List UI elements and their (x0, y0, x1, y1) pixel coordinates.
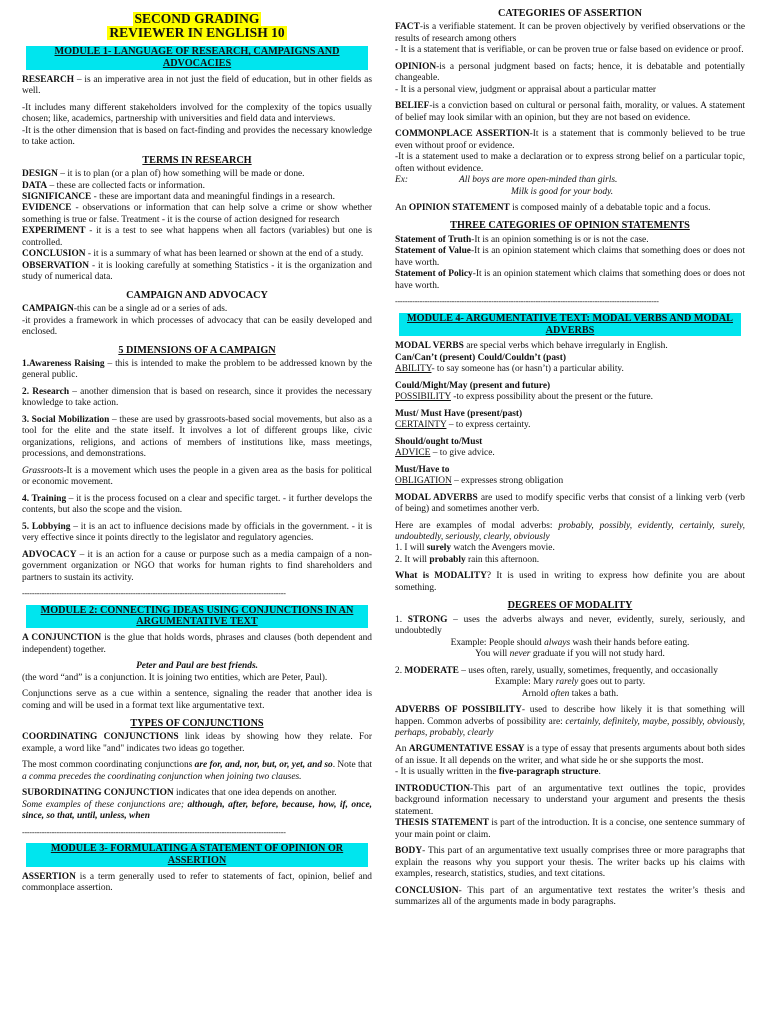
module2-heading: MODULE 2: CONNECTING IDEAS USING CONJUNCTIONS IN AN ARGUMENTATIVE TEXT (26, 605, 368, 628)
page-title: SECOND GRADING (134, 11, 260, 26)
opinion-detail: - It is a personal view, judgment or appraisal about a particular matter (395, 84, 657, 95)
must-heading: Must/ Must Have (present/past) (395, 408, 523, 419)
left-column (22, 8, 372, 900)
divider: ----------------------------------------------------------------------------------------------------------- (22, 827, 286, 837)
commonplace-def: COMMONPLACE ASSERTION-It is a statement that is commonly believed to be true even without proof or evidence. (395, 129, 746, 151)
campaign-def: CAMPAIGN-this can be a single ad or a series of ads. (22, 304, 228, 315)
page-subtitle: REVIEWER IN ENGLISH 10 (109, 25, 285, 41)
module4-heading: MODULE 4- ARGUMENTATIVE TEXT: MODAL VERBS AND MODAL ADVERBS (399, 313, 741, 336)
modal-adverbs-examples: Here are examples of modal adverbs: probably, possibly, evidently, certainly, surely, undoubtedly, seriously, clearly, obviously (395, 520, 745, 542)
degrees-heading: DEGREES OF MODALITY (507, 600, 633, 612)
term-significance: SIGNIFICANCE - these are important data and meaningful findings in a research. (22, 191, 335, 202)
subordinating-def: SUBORDINATING CONJUNCTION indicates that one idea depends on another. (22, 788, 337, 799)
argumentative-essay-structure: - It is usually written in the five-paragraph structure. (395, 767, 601, 778)
campaign-heading: CAMPAIGN AND ADVOCACY (126, 289, 268, 301)
grassroots-def: Grassroots-It is a movement which uses the people in a given area as the basis for political or economic movement. (22, 465, 372, 488)
conjunction-def: A CONJUNCTION is the glue that holds words, phrases and clauses (both dependent and independent) together. (22, 633, 372, 655)
dimension-training: 4. Training – it is the process focused on a clear and specific target. - it further develops the contents, but also the scope and the vision. (22, 493, 372, 516)
modality-question: What is MODALITY? It is used in writing to express how definite you are about something. (395, 571, 745, 593)
module3-heading: MODULE 3- FORMULATING A STATEMENT OF OPINION OR ASSERTION (26, 843, 368, 866)
types-heading: TYPES OF CONJUNCTIONS (130, 717, 264, 729)
term-conclusion: CONCLUSION - it is a summary of what has been learned or shown at the end of a study. (22, 249, 364, 260)
dimension-awareness: 1.Awareness Raising – this is intended to make the problem to be addressed known by the general public. (22, 359, 372, 381)
musthave-heading: Must/Have to (395, 464, 450, 475)
belief-def: BELIEF-is a conviction based on cultural or personal faith, morality, or values. A statement of belief may look similar with an opinion, but they are not based on evidence. (395, 101, 745, 123)
strong-example-2: You will never graduate if you will not study hard. (475, 649, 665, 660)
statement-policy: Statement of Policy-It is an opinion statement which claims that something does or does not have worth. (395, 269, 745, 291)
divider: ----------------------------------------------------------------------------------------------------------- (22, 588, 286, 598)
modal-example-1: 1. I will surely watch the Avengers movie. (395, 543, 555, 554)
coordinating-def: COORDINATING CONJUNCTIONS link ideas by showing how they relate. For example, a word like "and" indicates two ideas go together. (22, 732, 372, 754)
divider: ----------------------------------------------------------------------------------------------------------- (395, 297, 659, 307)
should-heading: Should/ought to/Must (395, 436, 483, 447)
commonplace-example: Ex: All boys are more open-minded than girls. (395, 175, 618, 186)
can-heading: Can/Can’t (present) Could/Couldn’t (past) (395, 352, 566, 363)
degree-strong: 1. STRONG – uses the adverbs always and never, evidently, surely, seriously, and undoubtedly (395, 614, 745, 637)
strong-example-1: Example: People should always wash their hands before eating. (450, 637, 690, 648)
research-detail: -It includes many different stakeholders involved for the complexity of the topics usually chosen; like, academics, partnership with universities and field data and interviews. (22, 102, 372, 125)
obligation-def: OBLIGATION – expresses strong obligation (395, 476, 564, 487)
adverbs-possibility-def: ADVERBS OF POSSIBILITY- used to describe how likely it is that something will happen. Common adverbs of possibility are: certainly, definitely, maybe, possibly, obviously, perhaps, probably, clearly (395, 705, 745, 738)
research-paragraph: RESEARCH – is an imperative area in not just the field of education, but in other fields as well. (22, 74, 372, 97)
opinion-def: OPINION-is a personal judgment based on facts; hence, it is debatable and potentially changeable. (395, 61, 745, 84)
term-design: DESIGN – it is to plan (or a plan of) how something will be made or done. (22, 169, 305, 180)
modal-adverbs-def: MODAL ADVERBS are used to modify specific verbs that consist of a linking verb (verb of being) and sometimes another verb. (395, 492, 745, 515)
dimension-lobbying: 5. Lobbying – it is an act to influence decisions made by officials in the government. - it is very effective since it points directly to the legislator and regulatory agencies. (22, 521, 372, 544)
certainty-def: CERTAINTY – to express certainty. (395, 420, 531, 431)
advice-def: ADVICE – to give advice. (395, 448, 495, 459)
subordinating-examples: Some examples of these conjunctions are; although, after, before, because, how, if, once, since, so that, until, unless, when (22, 799, 372, 822)
three-categories-heading: THREE CATEGORIES OF OPINION STATEMENTS (450, 220, 690, 232)
introduction-def: INTRODUCTION-This part of an argumentative text outlines the topic, provides background information necessary to understand your argument and presents the thesis statement. (395, 783, 745, 817)
could-heading: Could/Might/May (present and future) (395, 380, 551, 391)
term-data: DATA – these are collected facts or information. (22, 180, 205, 191)
module1-heading: MODULE 1- LANGUAGE OF RESEARCH, CAMPAIGNS AND ADVOCACIES (26, 46, 368, 69)
coordinating-common: The most common coordinating conjunctions are for, and, nor, but, or, yet, and so. Note that a comma precedes the coordinating conjunction when joining two clauses. (22, 760, 373, 782)
ability-def: ABILITY- to say someone has (or hasn’t) a particular ability. (395, 364, 624, 375)
assertion-def: ASSERTION is a term generally used to refer to statements of fact, opinion, belief and commonplace assertion. (22, 871, 372, 894)
conjunction-cue: Conjunctions serve as a cue within a sentence, signaling the reader that another idea is coming and will be used in a format text like argumentative text. (22, 689, 372, 711)
advocacy-def: ADVOCACY – it is an action for a cause or purpose such as a media campaign of a non-government organization or NGO that works for human rights to find shareholders and partners to sustain its activity. (22, 549, 372, 583)
degree-moderate: 2. MODERATE – uses often, rarely, usually, sometimes, frequently, and occasionally (395, 665, 718, 676)
term-experiment: EXPERIMENT - it is a test to see what happens when all factors (variables) but one is controlled. (22, 226, 372, 248)
fact-detail: - It is a statement that is verifiable, or can be proven true or false based on evidence or proof. (395, 45, 744, 56)
possibility-def: POSSIBILITY -to express possibility about the present or the future. (395, 392, 653, 403)
dimension-mobilization: 3. Social Mobilization – these are used by grassroots-based social movements, but also as a tool for the elite and the state itself. It involves a lot of different groups like, civic organizations, religions, and actions of members of institutions like, mass meetings, processions, and demonstrations. (22, 414, 372, 460)
dimension-research: 2. Research – another dimension that is based on research, since it provides the necessary knowledge to take action. (22, 386, 372, 409)
opinion-statement-def: An OPINION STATEMENT is composed mainly of a debatable topic and a focus. (395, 203, 711, 213)
terms-heading: TERMS IN RESEARCH (142, 154, 252, 166)
moderate-example-2: Arnold often takes a bath. (521, 688, 619, 699)
term-observation: OBSERVATION - it is looking carefully at something Statistics - it is the organization and study of numerical data. (22, 260, 372, 283)
thesis-def: THESIS STATEMENT is part of the introduction. It is a concise, one sentence summary of your main point or claim. (395, 818, 745, 840)
argumentative-essay-def: An ARGUMENTATIVE ESSAY is a type of essay that presents arguments about both sides of an issue. It all depends on the writer, and what side he or she supports the most. (395, 744, 745, 766)
modal-example-2: 2. It will probably rain this afternoon. (395, 554, 540, 565)
campaign-detail: -it provides a framework in which processes of advocacy that can be easily developed and enclosed. (22, 315, 372, 338)
dimensions-heading: 5 DIMENSIONS OF A CAMPAIGN (118, 344, 276, 356)
commonplace-detail: -It is a statement used to make a declaration or to express strong belief on a particular topic, often without evidence. (395, 152, 745, 174)
categories-heading: CATEGORIES OF ASSERTION (497, 8, 642, 19)
conjunction-example: Peter and Paul are best friends. (136, 661, 258, 672)
statement-truth: Statement of Truth-It is an opinion something is or is not the case. (395, 234, 649, 245)
modal-verbs-def: MODAL VERBS are special verbs which behave irregularly in English. (395, 341, 668, 352)
research-detail: -It is the other dimension that is based on fact-finding and provides the necessary knowledge to take action. (22, 125, 372, 148)
conclusion-def: CONCLUSION- This part of an argumentative text restates the writer’s thesis and summarizes all of the arguments made in body paragraphs. (395, 885, 745, 908)
commonplace-example: Milk is good for your body. (511, 186, 614, 197)
statement-value: Statement of Value-It is an opinion statement which claims that something does or does not have worth. (395, 246, 745, 268)
moderate-example-1: Example: Mary rarely goes out to party. (494, 677, 646, 688)
fact-def: FACT-is a verifiable statement. It can be proven objectively by verified observations or the results of research among others (395, 22, 745, 44)
body-def: BODY- This part of an argumentative text usually comprises three or more paragraphs that explain the reasons why you support your thesis. The writer backs up his claims with examples, research, statistics, studies, and text citations. (395, 846, 745, 880)
conjunction-example-note: (the word “and” is a conjunction. It is joining two entities, which are Peter, Paul). (22, 672, 328, 683)
right-column (395, 8, 745, 914)
term-evidence: EVIDENCE - observations or information that can help solve a crime or show whether something is true or false. Treatment - it is the course of action designed for research (22, 203, 372, 225)
